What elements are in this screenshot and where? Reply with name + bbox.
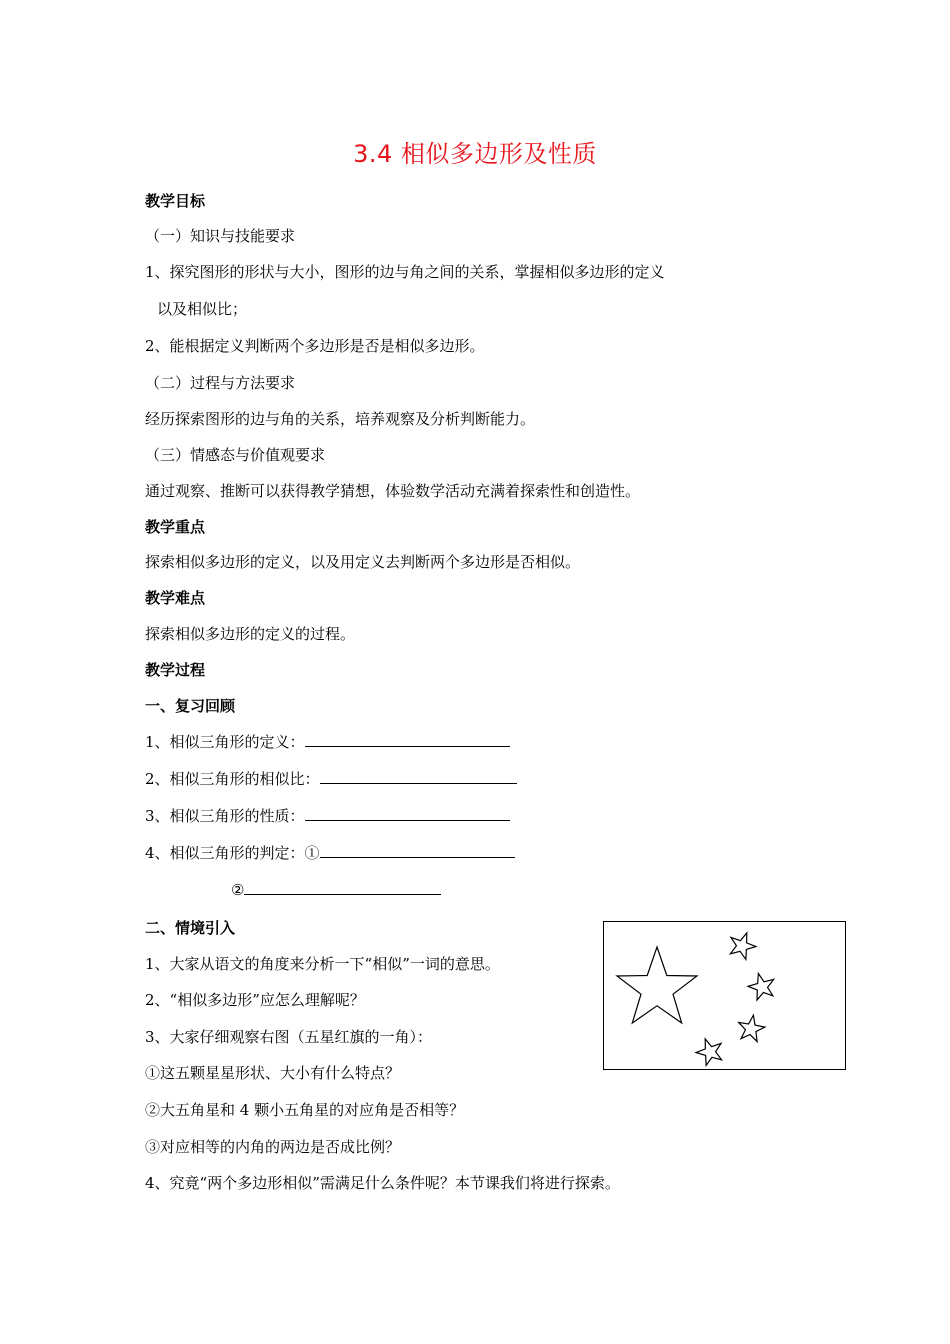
obj1-heading: （一）知识与技能要求 (145, 227, 296, 245)
intro-question-2: ②大五角星和 4 颗小五角星的对应角是否相等？ (145, 1101, 465, 1119)
obj3-text: 通过观察、推断可以获得教学猜想，体验数学活动充满着探索性和创造性。 (145, 482, 641, 500)
obj3-heading: （三）情感态与价值观要求 (145, 446, 326, 464)
review-item-4 (145, 843, 515, 863)
review-item-3 (145, 806, 510, 826)
obj1-item2: 2、能根据定义判断两个多边形是否是相似多边形。 (145, 337, 485, 355)
answer-blank[interactable] (305, 732, 510, 747)
intro-item-2: 2、“相似多边形”应怎么理解呢？ (145, 991, 365, 1009)
obj1-item1: 1、探究图形的形状与大小，图形的边与角之间的关系，掌握相似多边形的定义 (145, 263, 665, 281)
review-heading: 一、复习回顾 (145, 697, 236, 715)
page-title: 3.4 相似多边形及性质 (353, 140, 597, 168)
answer-blank[interactable] (244, 880, 441, 895)
intro-item-4: 4、究竟“两个多边形相似”需满足什么条件呢？本节课我们将进行探索。 (145, 1174, 620, 1192)
intro-question-3: ③对应相等的内角的两边是否成比例？ (145, 1138, 401, 1156)
review-item-4-label: 4、相似三角形的判定：① (145, 844, 320, 862)
small-star-icon (736, 1013, 767, 1043)
difficulty-heading: 教学难点 (145, 589, 206, 607)
review-item-1-label: 1、相似三角形的定义： (145, 733, 305, 751)
answer-blank[interactable] (320, 769, 517, 784)
small-star-icon (726, 928, 760, 961)
review-item-1 (145, 732, 510, 752)
intro-heading: 二、情境引入 (145, 919, 236, 937)
review-item-4b-label: ② (231, 881, 245, 899)
intro-item-1: 1、大家从语文的角度来分析一下“相似”一词的意思。 (145, 955, 500, 973)
obj2-text: 经历探索图形的边与角的关系，培养观察及分析判断能力。 (145, 410, 536, 428)
small-star-icon (746, 970, 778, 1001)
answer-blank[interactable] (305, 806, 510, 821)
objectives-heading: 教学目标 (145, 192, 206, 210)
review-item-4b (231, 880, 441, 900)
process-heading: 教学过程 (145, 661, 206, 679)
review-item-2 (145, 769, 517, 789)
flag-figure (603, 921, 846, 1070)
review-item-2-label: 2、相似三角形的相似比： (145, 770, 320, 788)
key-text: 探索相似多边形的定义，以及用定义去判断两个多边形是否相似。 (145, 553, 581, 571)
obj2-heading: （二）过程与方法要求 (145, 374, 296, 392)
key-heading: 教学重点 (145, 518, 206, 536)
small-star-icon (693, 1034, 727, 1067)
flag-stars-svg (604, 922, 847, 1071)
intro-item-3: 3、大家仔细观察右图（五星红旗的一角）： (145, 1028, 433, 1046)
obj1-item1-cont: 以及相似比； (157, 300, 248, 318)
difficulty-text: 探索相似多边形的定义的过程。 (145, 625, 356, 643)
review-item-3-label: 3、相似三角形的性质： (145, 807, 305, 825)
intro-question-1: ①这五颗星星形状、大小有什么特点？ (145, 1064, 401, 1082)
large-star-icon (617, 947, 697, 1023)
answer-blank[interactable] (320, 843, 515, 858)
